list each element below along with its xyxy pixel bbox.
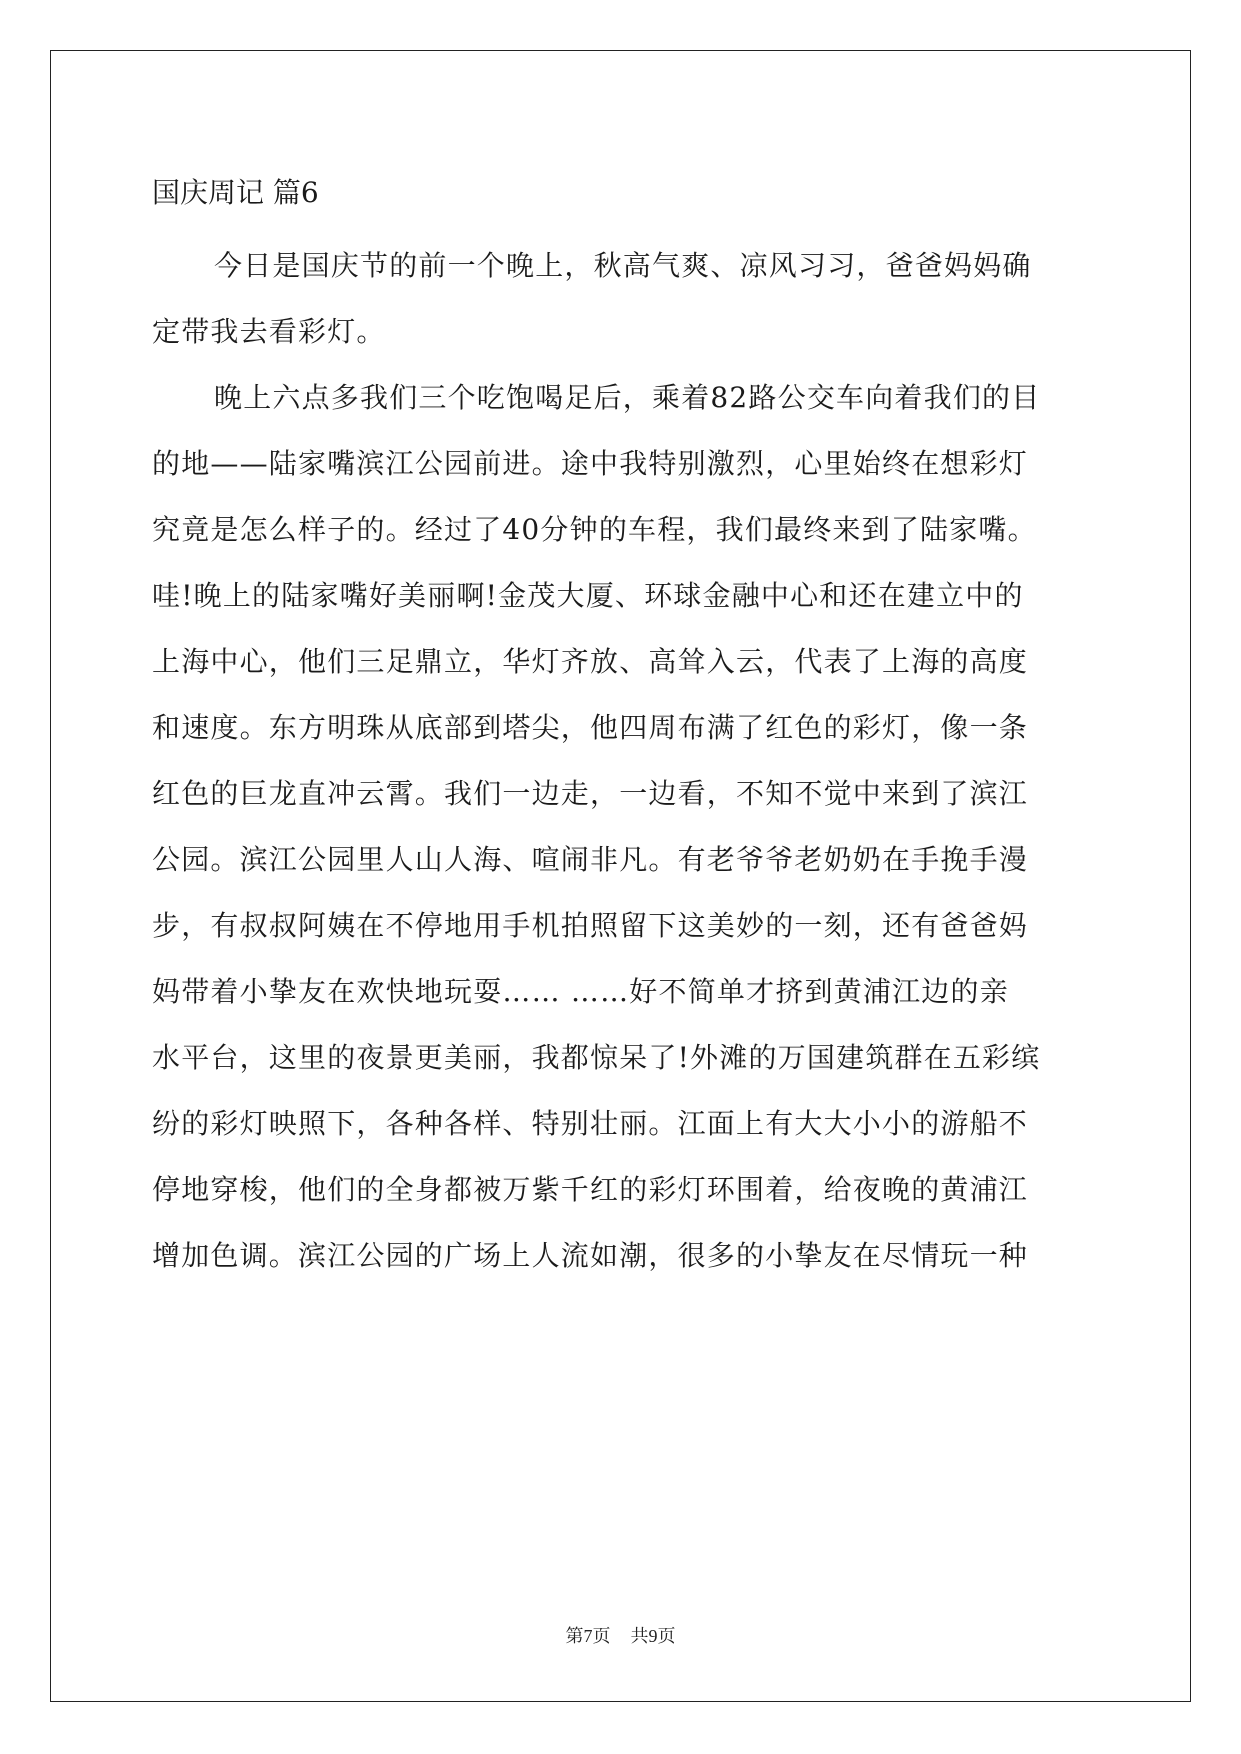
document-body [152,160,1092,1289]
page-footer [0,1622,1241,1648]
document-title: 国庆周记 篇6 [152,176,319,209]
paragraph-line: 晚上六点多我们三个吃饱喝足后，乘着82路公交车向着我们的目 [214,381,1041,414]
paragraph-line: 增加色调。滨江公园的广场上人流如潮，很多的小挚友在尽情玩一种 [152,1239,1029,1272]
paragraph-line: 上海中心，他们三足鼎立，华灯齐放、高耸入云，代表了上海的高度 [152,645,1029,678]
paragraph-line: 哇!晚上的陆家嘴好美丽啊!金茂大厦、环球金融中心和还在建立中的 [152,579,1024,612]
paragraph-line: 究竟是怎么样子的。经过了40分钟的车程，我们最终来到了陆家嘴。 [152,513,1037,546]
page-number-current: 第7页 [565,1626,611,1646]
page-number-total: 共9页 [630,1626,676,1646]
paragraph-line: 停地穿梭，他们的全身都被万紫千红的彩灯环围着，给夜晚的黄浦江 [152,1173,1029,1206]
paragraph-line: 步，有叔叔阿姨在不停地用手机拍照留下这美妙的一刻，还有爸爸妈 [152,909,1029,942]
paragraph-line: 今日是国庆节的前一个晚上，秋高气爽、凉风习习，爸爸妈妈确 [214,249,1032,282]
paragraph-line: 公园。滨江公园里人山人海、喧闹非凡。有老爷爷老奶奶在手挽手漫 [152,843,1029,876]
paragraph-line: 红色的巨龙直冲云霄。我们一边走，一边看，不知不觉中来到了滨江 [152,777,1029,810]
paragraph-line: 水平台，这里的夜景更美丽，我都惊呆了!外滩的万国建筑群在五彩缤 [152,1041,1041,1074]
paragraph-line: 纷的彩灯映照下，各种各样、特别壮丽。江面上有大大小小的游船不 [152,1107,1029,1140]
paragraph-line: 的地——陆家嘴滨江公园前进。途中我特别激烈，心里始终在想彩灯 [152,447,1029,480]
paragraph-line: 和速度。东方明珠从底部到塔尖，他四周布满了红色的彩灯，像一条 [152,711,1029,744]
paragraph-line: 定带我去看彩灯。 [152,315,386,348]
paragraph-line: 妈带着小挚友在欢快地玩耍…… ……好不简单才挤到黄浦江边的亲 [152,975,1009,1008]
